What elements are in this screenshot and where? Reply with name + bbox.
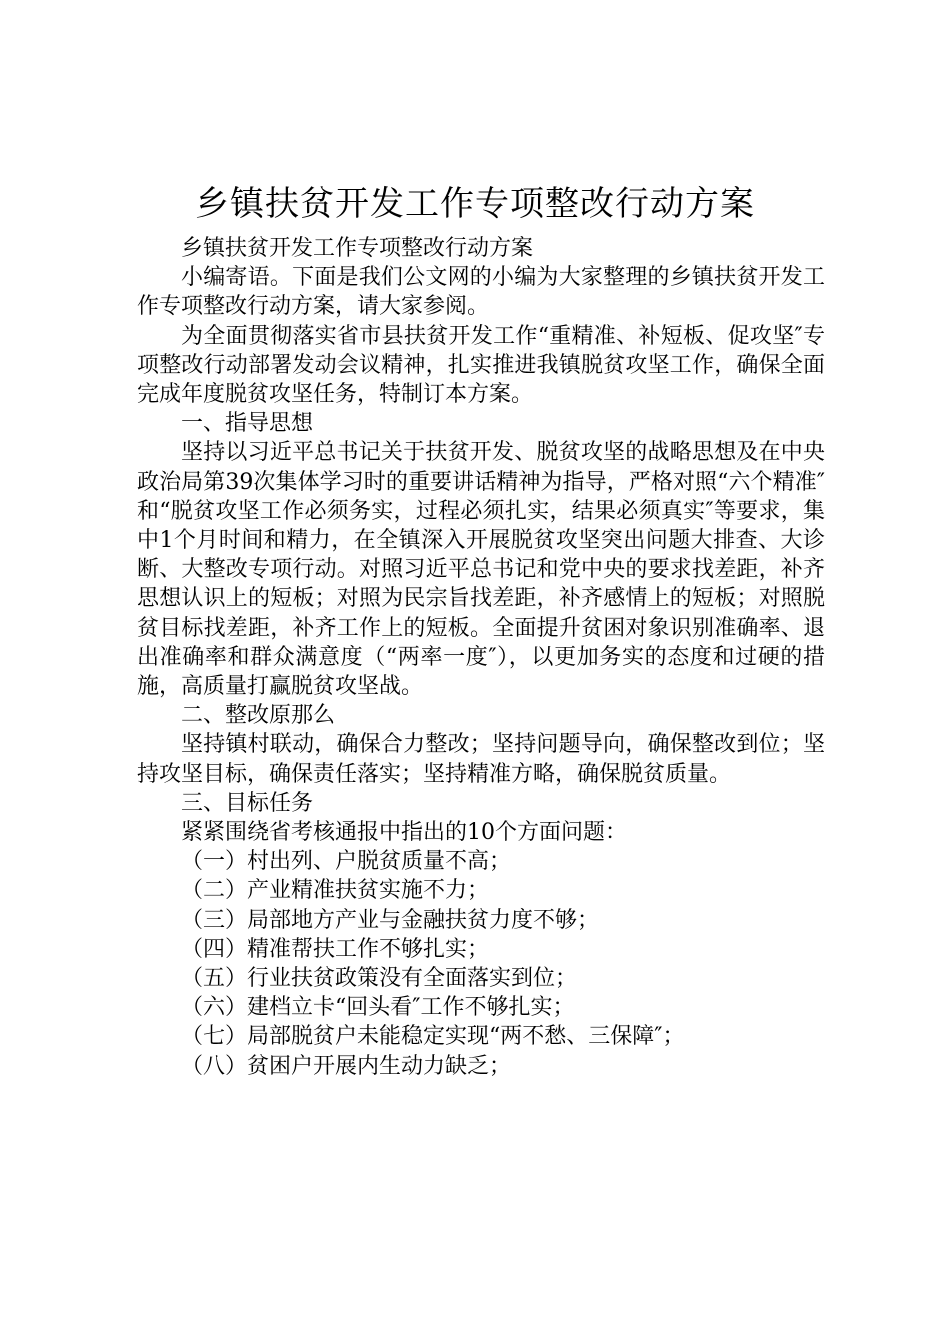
issue-item: （四）精准帮扶工作不够扎实； [181, 936, 490, 962]
document-title: 乡镇扶贫开发工作专项整改行动方案 [195, 184, 755, 224]
purpose-paragraph: 为全面贯彻落实省市县扶贫开发工作“重精准、补短板、促攻坚″专项整改行动部署发动会议精神，扎实推进我镇脱贫攻坚工作，确保全面完成年度脱贫攻坚任务，特制订本方案。 [137, 323, 825, 408]
guiding-ideology-paragraph: 坚持以习近平总书记关于扶贫开发、脱贫攻坚的战略思想及在中央政治局第39次集体学习时的重要讲话精神为指导，严格对照“六个精准″和“脱贫攻坚工作必须务实，过程必须扎实，结果必须真实″等要求，集中1个月时间和精力，在全镇深入开展脱贫攻坚突出问题大排查、大诊断、大整改专项行动。对照习近平总书记和党中央的要求找差距，补齐思想认识上的短板；对照为民宗旨找差距，补齐感情上的短板；对照脱贫目标找差距，补齐工作上的短板。全面提升贫困对象识别准确率、退出准确率和群众满意度（“两率一度″），以更加务实的态度和过硬的措施，高质量打赢脱贫攻坚战。 [137, 440, 825, 700]
issue-item: （八）贫困户开展内生动力缺乏； [181, 1053, 512, 1079]
principles-paragraph: 坚持镇村联动，确保合力整改；坚持问题导向，确保整改到位；坚持攻坚目标，确保责任落实；坚持精准方略，确保脱贫质量。 [137, 732, 825, 787]
issue-item: （二）产业精准扶贫实施不力； [181, 878, 490, 904]
issue-item: （七）局部脱贫户未能稳定实现“两不愁、三保障″； [181, 1024, 685, 1050]
issue-item: （三）局部地方产业与金融扶贫力度不够； [181, 907, 600, 933]
issue-item: （一）村出列、户脱贫质量不高； [181, 849, 512, 875]
section-heading-principles: 二、整改原那么 [181, 703, 336, 729]
issue-item: （六）建档立卡“回头看″工作不够扎实； [181, 995, 575, 1021]
goals-paragraph: 紧紧围绕省考核通报中指出的10个方面问题： [181, 820, 627, 846]
section-heading-goals: 三、目标任务 [181, 790, 314, 816]
issue-item: （五）行业扶贫政策没有全面落实到位； [181, 966, 578, 992]
document-body [137, 234, 825, 1081]
intro-paragraph: 小编寄语。下面是我们公文网的小编为大家整理的乡镇扶贫开发工作专项整改行动方案，请大家参阅。 [137, 265, 825, 320]
document-subtitle: 乡镇扶贫开发工作专项整改行动方案 [181, 236, 534, 261]
section-heading-guiding-ideology: 一、指导思想 [181, 411, 314, 437]
